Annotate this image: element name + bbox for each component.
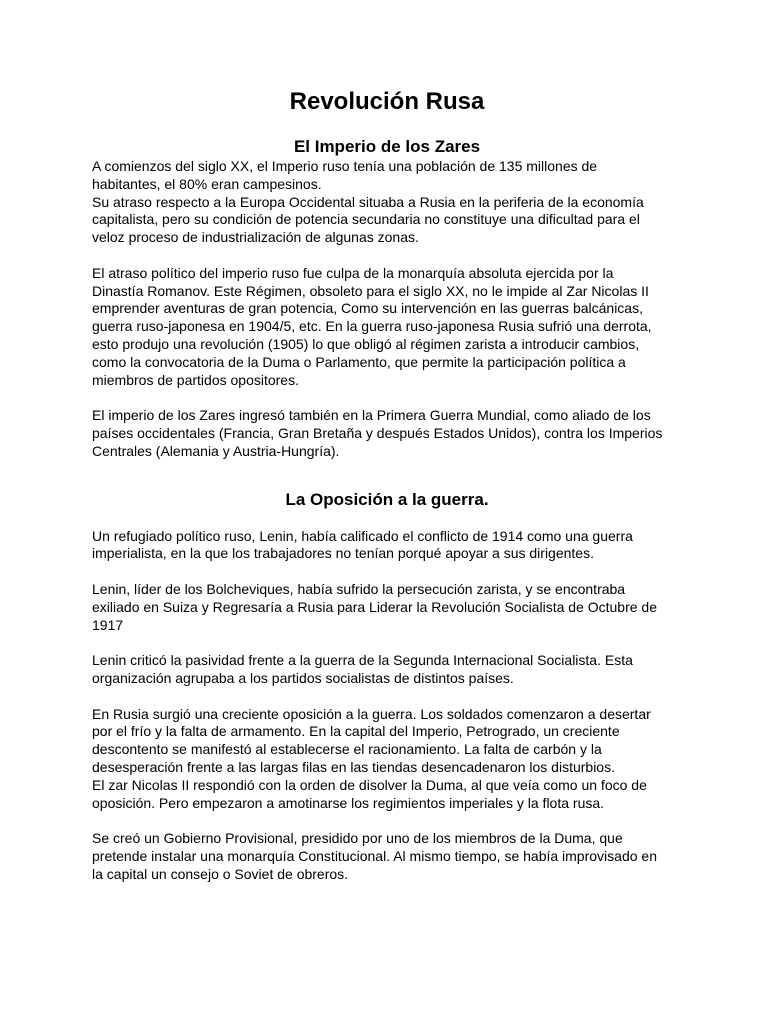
paragraph-line: Un refugiado político ruso, Lenin, había calificado el conflicto de 1914 como una guerra xyxy=(92,527,633,544)
paragraph-line: Lenin criticó la pasividad frente a la guerra de la Segunda Internacional Socialista. Esta xyxy=(92,652,633,669)
paragraph-line: Se creó un Gobierno Provisional, presidido por uno de los miembros de la Duma, que xyxy=(92,830,623,847)
paragraph-line: oposición. Pero empezaron a amotinarse los regimientos imperiales y la flota rusa. xyxy=(92,794,605,811)
paragraph xyxy=(92,581,682,634)
document-title: Revolución Rusa xyxy=(289,88,485,115)
paragraph-line: En Rusia surgió una creciente oposición a la guerra. Los soldados comenzaron a desertar xyxy=(92,705,651,722)
paragraph-line: El zar Nicolas II respondió con la orden de disolver la Duma, al que veía como un foco de xyxy=(92,776,647,793)
paragraph-line: miembros de partidos opositores. xyxy=(92,371,299,388)
paragraph-line: veloz proceso de industrialización de algunas zonas. xyxy=(92,229,419,246)
section-oposicion-body xyxy=(92,528,682,884)
paragraph-line: desesperación frente a las largas filas en las tiendas desencadenaron los disturbios. xyxy=(92,758,615,775)
paragraph-line: descontento se manifestó al establecerse el racionamiento. La falta de carbón y la xyxy=(92,741,602,758)
paragraph-line: emprender aventuras de gran potencia, Como su intervención en las guerras balcánicas, xyxy=(92,300,643,317)
paragraph-spacer xyxy=(92,563,682,581)
paragraph-line: la capital un consejo o Soviet de obreros. xyxy=(92,865,349,882)
paragraph xyxy=(92,706,682,813)
paragraph xyxy=(92,528,682,564)
paragraph xyxy=(92,652,682,688)
paragraph-line: por el frío y la falta de armamento. En la capital del Imperio, Petrogrado, un creciente xyxy=(92,723,620,740)
paragraph-line: pretende instalar una monarquía Constitucional. Al mismo tiempo, se había improvisado en xyxy=(92,847,657,864)
section-imperio-body xyxy=(92,158,682,461)
paragraph-line: Su atraso respecto a la Europa Occidental situaba a Rusia en la periferia de la economía xyxy=(92,193,644,210)
paragraph-spacer xyxy=(92,247,682,265)
paragraph-spacer xyxy=(92,812,682,830)
paragraph xyxy=(92,158,682,247)
paragraph-line: países occidentales (Francia, Gran Bretaña y después Estados Unidos), contra los Imperios xyxy=(92,424,663,441)
paragraph xyxy=(92,407,682,460)
paragraph-line: imperialista, en la que los trabajadores no tenían porqué apoyar a sus dirigentes. xyxy=(92,545,594,562)
paragraph-spacer xyxy=(92,688,682,706)
section-heading-imperio: El Imperio de los Zares xyxy=(293,137,481,156)
paragraph xyxy=(92,265,682,390)
paragraph-line: Dinastía Romanov. Este Régimen, obsoleto para el siglo XX, no le impide al Zar Nicolas II xyxy=(92,282,649,299)
paragraph-line: 1917 xyxy=(92,616,124,633)
paragraph-line: organización agrupaba a los partidos socialistas de distintos países. xyxy=(92,669,514,686)
paragraph-line: esto produjo una revolución (1905) lo que obligó al régimen zarista a introducir cambios, xyxy=(92,335,640,352)
paragraph xyxy=(92,830,682,883)
paragraph-line: guerra ruso-japonesa en 1904/5, etc. En la guerra ruso-japonesa Rusia sufrió una derrota, xyxy=(92,318,652,335)
paragraph-line: Centrales (Alemania y Austria-Hungría). xyxy=(92,442,340,459)
paragraph-spacer xyxy=(92,634,682,652)
paragraph-line: A comienzos del siglo XX, el Imperio ruso tenía una población de 135 millones de xyxy=(92,158,598,174)
section-heading-oposicion: La Oposición a la guerra. xyxy=(285,489,489,509)
paragraph-line: como la convocatoria de la Duma o Parlamento, que permite la participación política a xyxy=(92,353,626,370)
paragraph-line: exiliado en Suiza y Regresaría a Rusia para Liderar la Revolución Socialista de Octubre de xyxy=(92,598,657,615)
paragraph-line: El atraso político del imperio ruso fue culpa de la monarquía absoluta ejercida por la xyxy=(92,264,614,281)
paragraph-line: capitalista, pero su condición de potencia secundaria no constituye una dificultad para el xyxy=(92,211,640,228)
paragraph-line: El imperio de los Zares ingresó también en la Primera Guerra Mundial, como aliado de los xyxy=(92,407,651,424)
paragraph-line: habitantes, el 80% eran campesinos. xyxy=(92,175,322,192)
paragraph-line: Lenin, líder de los Bolcheviques, había sufrido la persecución zarista, y se encontraba xyxy=(92,580,626,597)
document-page xyxy=(92,84,682,883)
paragraph-spacer xyxy=(92,389,682,407)
